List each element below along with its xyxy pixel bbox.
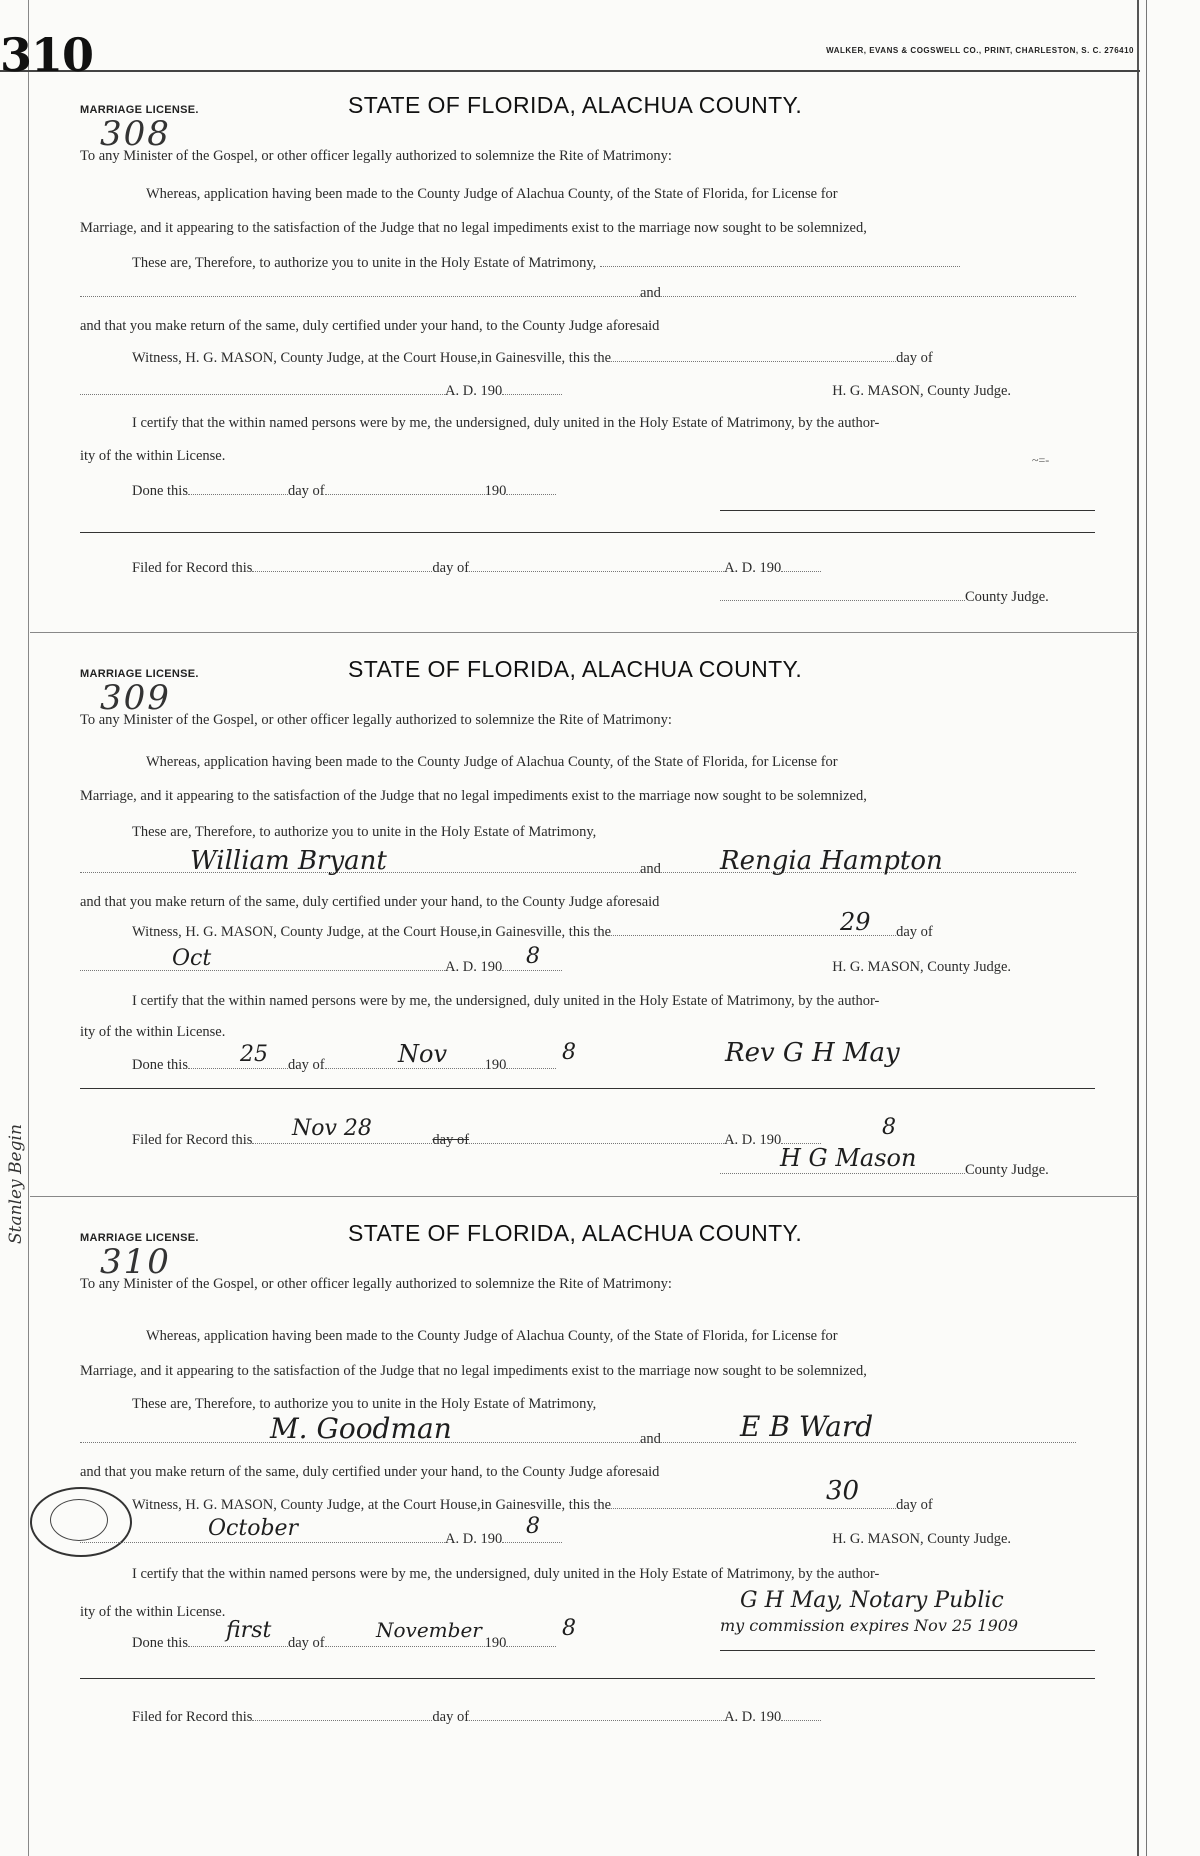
license-title: STATE OF FLORIDA, ALACHUA COUNTY. xyxy=(348,92,803,118)
return-line: and that you make return of the same, duly certified under your hand, to the County Judge aforesaid xyxy=(80,1464,660,1480)
witness-month: October xyxy=(208,1516,299,1541)
whereas-line: Whereas, application having been made to the County Judge of Alachua County, of the State of Florida, for License for xyxy=(146,1328,838,1344)
printer-imprint: WALKER, EVANS & COGSWELL CO., PRINT, CHARLESTON, S. C. 276410 xyxy=(826,46,1134,55)
whereas-line: Whereas, application having been made to the County Judge of Alachua County, of the State of Florida, for License for xyxy=(146,186,838,202)
officiant-signature: Rev G H May xyxy=(725,1038,900,1068)
done-year: 8 xyxy=(562,1040,576,1065)
license-number: 310 xyxy=(100,1242,171,1282)
officiant-signature: G H May, Notary Public xyxy=(740,1588,1004,1613)
witness-line: Witness, H. G. MASON, County Judge, at the Court House,in Gainesville, this the day of xyxy=(132,350,933,366)
license-number: 308 xyxy=(100,114,171,154)
county-judge-line: County Judge. xyxy=(720,1161,1049,1179)
witness-month: Oct xyxy=(172,946,212,971)
whereas-line: Whereas, application having been made to the County Judge of Alachua County, of the State of Florida, for License for xyxy=(146,754,838,770)
done-line: Done this day of 190 xyxy=(132,482,556,500)
groom-name: M. Goodman xyxy=(270,1412,452,1445)
right-margin-rule xyxy=(1137,0,1139,1856)
section-rule xyxy=(80,1088,1095,1089)
license-number: 309 xyxy=(100,678,171,718)
address-line: To any Minister of the Gospel, or other officer legally authorized to solemnize the Rite of Matrimony: xyxy=(80,712,672,728)
filed-line: Filed for Record this day of A. D. 190 xyxy=(132,559,821,577)
matrimony-line: These are, Therefore, to authorize you to unite in the Holy Estate of Matrimony, xyxy=(132,1396,597,1412)
section-separator xyxy=(30,632,1138,633)
witness-day: 30 xyxy=(826,1476,860,1506)
header-rule xyxy=(0,70,1140,72)
witness-year: 8 xyxy=(526,1514,540,1539)
ad-line: A. D. 190 H. G. MASON, County Judge. xyxy=(80,382,1011,400)
filed-date: Nov 28 xyxy=(292,1116,372,1141)
certify-line: I certify that the within named persons were by me, the undersigned, duly united in the Holy Estate of Matrimony, by the author- xyxy=(132,415,880,431)
bride-name: E B Ward xyxy=(740,1410,874,1443)
couple-line: and xyxy=(80,1430,1076,1448)
license-label: MARRIAGE LICENSE. xyxy=(80,1232,199,1244)
bride-name: Rengia Hampton xyxy=(720,846,943,876)
done-line: Done this day of 190 xyxy=(132,1634,556,1652)
matrimony-line: These are, Therefore, to authorize you to unite in the Holy Estate of Matrimony, xyxy=(132,824,597,840)
license-title: STATE OF FLORIDA, ALACHUA COUNTY. xyxy=(348,656,803,682)
license-label: MARRIAGE LICENSE. xyxy=(80,104,199,116)
signature-rule xyxy=(720,1650,1095,1651)
matrimony-line: These are, Therefore, to authorize you to unite in the Holy Estate of Matrimony, xyxy=(132,254,960,272)
county-judge-line: County Judge. xyxy=(720,588,1049,606)
license-label: MARRIAGE LICENSE. xyxy=(80,668,199,680)
ity-line: ity of the within License. xyxy=(80,1604,226,1620)
witness-line: Witness, H. G. MASON, County Judge, at the Court House,in Gainesville, this the day of xyxy=(132,924,933,940)
witness-year: 8 xyxy=(526,944,540,969)
marriage-line: Marriage, and it appearing to the satisfaction of the Judge that no legal impediments exist to the marriage now sought to be solemnized, xyxy=(80,1363,867,1379)
couple-line: and xyxy=(80,860,1076,878)
done-month: November xyxy=(376,1618,482,1642)
officiant-commission-note: my commission expires Nov 25 1909 xyxy=(720,1616,1019,1635)
filed-year: 8 xyxy=(882,1115,896,1140)
done-line: Done this day of 190 xyxy=(132,1056,556,1074)
margin-note: Stanley Begin xyxy=(6,1124,26,1244)
ity-line: ity of the within License. xyxy=(80,448,226,464)
groom-name: William Bryant xyxy=(190,846,387,876)
couple-line: and xyxy=(80,284,1076,302)
section-rule xyxy=(80,1678,1095,1679)
return-line: and that you make return of the same, duly certified under your hand, to the County Judge aforesaid xyxy=(80,894,660,910)
address-line: To any Minister of the Gospel, or other officer legally authorized to solemnize the Rite of Matrimony: xyxy=(80,1276,672,1292)
certify-line: I certify that the within named persons were by me, the undersigned, duly united in the Holy Estate of Matrimony, by the author- xyxy=(132,1566,880,1582)
judge-signature: H G Mason xyxy=(780,1144,917,1172)
witness-day: 29 xyxy=(840,908,871,936)
section-rule xyxy=(80,532,1095,533)
return-line: and that you make return of the same, duly certified under your hand, to the County Judge aforesaid xyxy=(80,318,660,334)
license-title: STATE OF FLORIDA, ALACHUA COUNTY. xyxy=(348,1220,803,1246)
left-margin-rule xyxy=(28,0,29,1856)
marriage-line: Marriage, and it appearing to the satisfaction of the Judge that no legal impediments exist to the marriage now sought to be solemnized, xyxy=(80,788,867,804)
certify-line: I certify that the within named persons were by me, the undersigned, duly united in the Holy Estate of Matrimony, by the author- xyxy=(132,993,880,1009)
marriage-line: Marriage, and it appearing to the satisfaction of the Judge that no legal impediments exist to the marriage now sought to be solemnized, xyxy=(80,220,867,236)
done-year: 8 xyxy=(562,1616,576,1641)
witness-line: Witness, H. G. MASON, County Judge, at the Court House,in Gainesville, this the day of xyxy=(132,1497,933,1513)
done-day: first xyxy=(226,1618,272,1643)
dash-mark: ~=- xyxy=(1032,453,1050,467)
ity-line: ity of the within License. xyxy=(80,1024,226,1040)
section-separator xyxy=(30,1196,1138,1197)
address-line: To any Minister of the Gospel, or other officer legally authorized to solemnize the Rite of Matrimony: xyxy=(80,148,672,164)
done-month: Nov xyxy=(398,1040,448,1068)
filed-line: Filed for Record this day of A. D. 190 xyxy=(132,1708,821,1726)
done-day: 25 xyxy=(240,1042,268,1067)
ad-line: A. D. 190 H. G. MASON, County Judge. xyxy=(80,1530,1011,1548)
filed-line: Filed for Record this day of A. D. 190 xyxy=(132,1131,821,1149)
page-number: 310 xyxy=(0,28,94,82)
ad-line: A. D. 190 H. G. MASON, County Judge. xyxy=(80,958,1011,976)
signature-rule xyxy=(720,510,1095,511)
right-edge-rule xyxy=(1146,0,1147,1856)
